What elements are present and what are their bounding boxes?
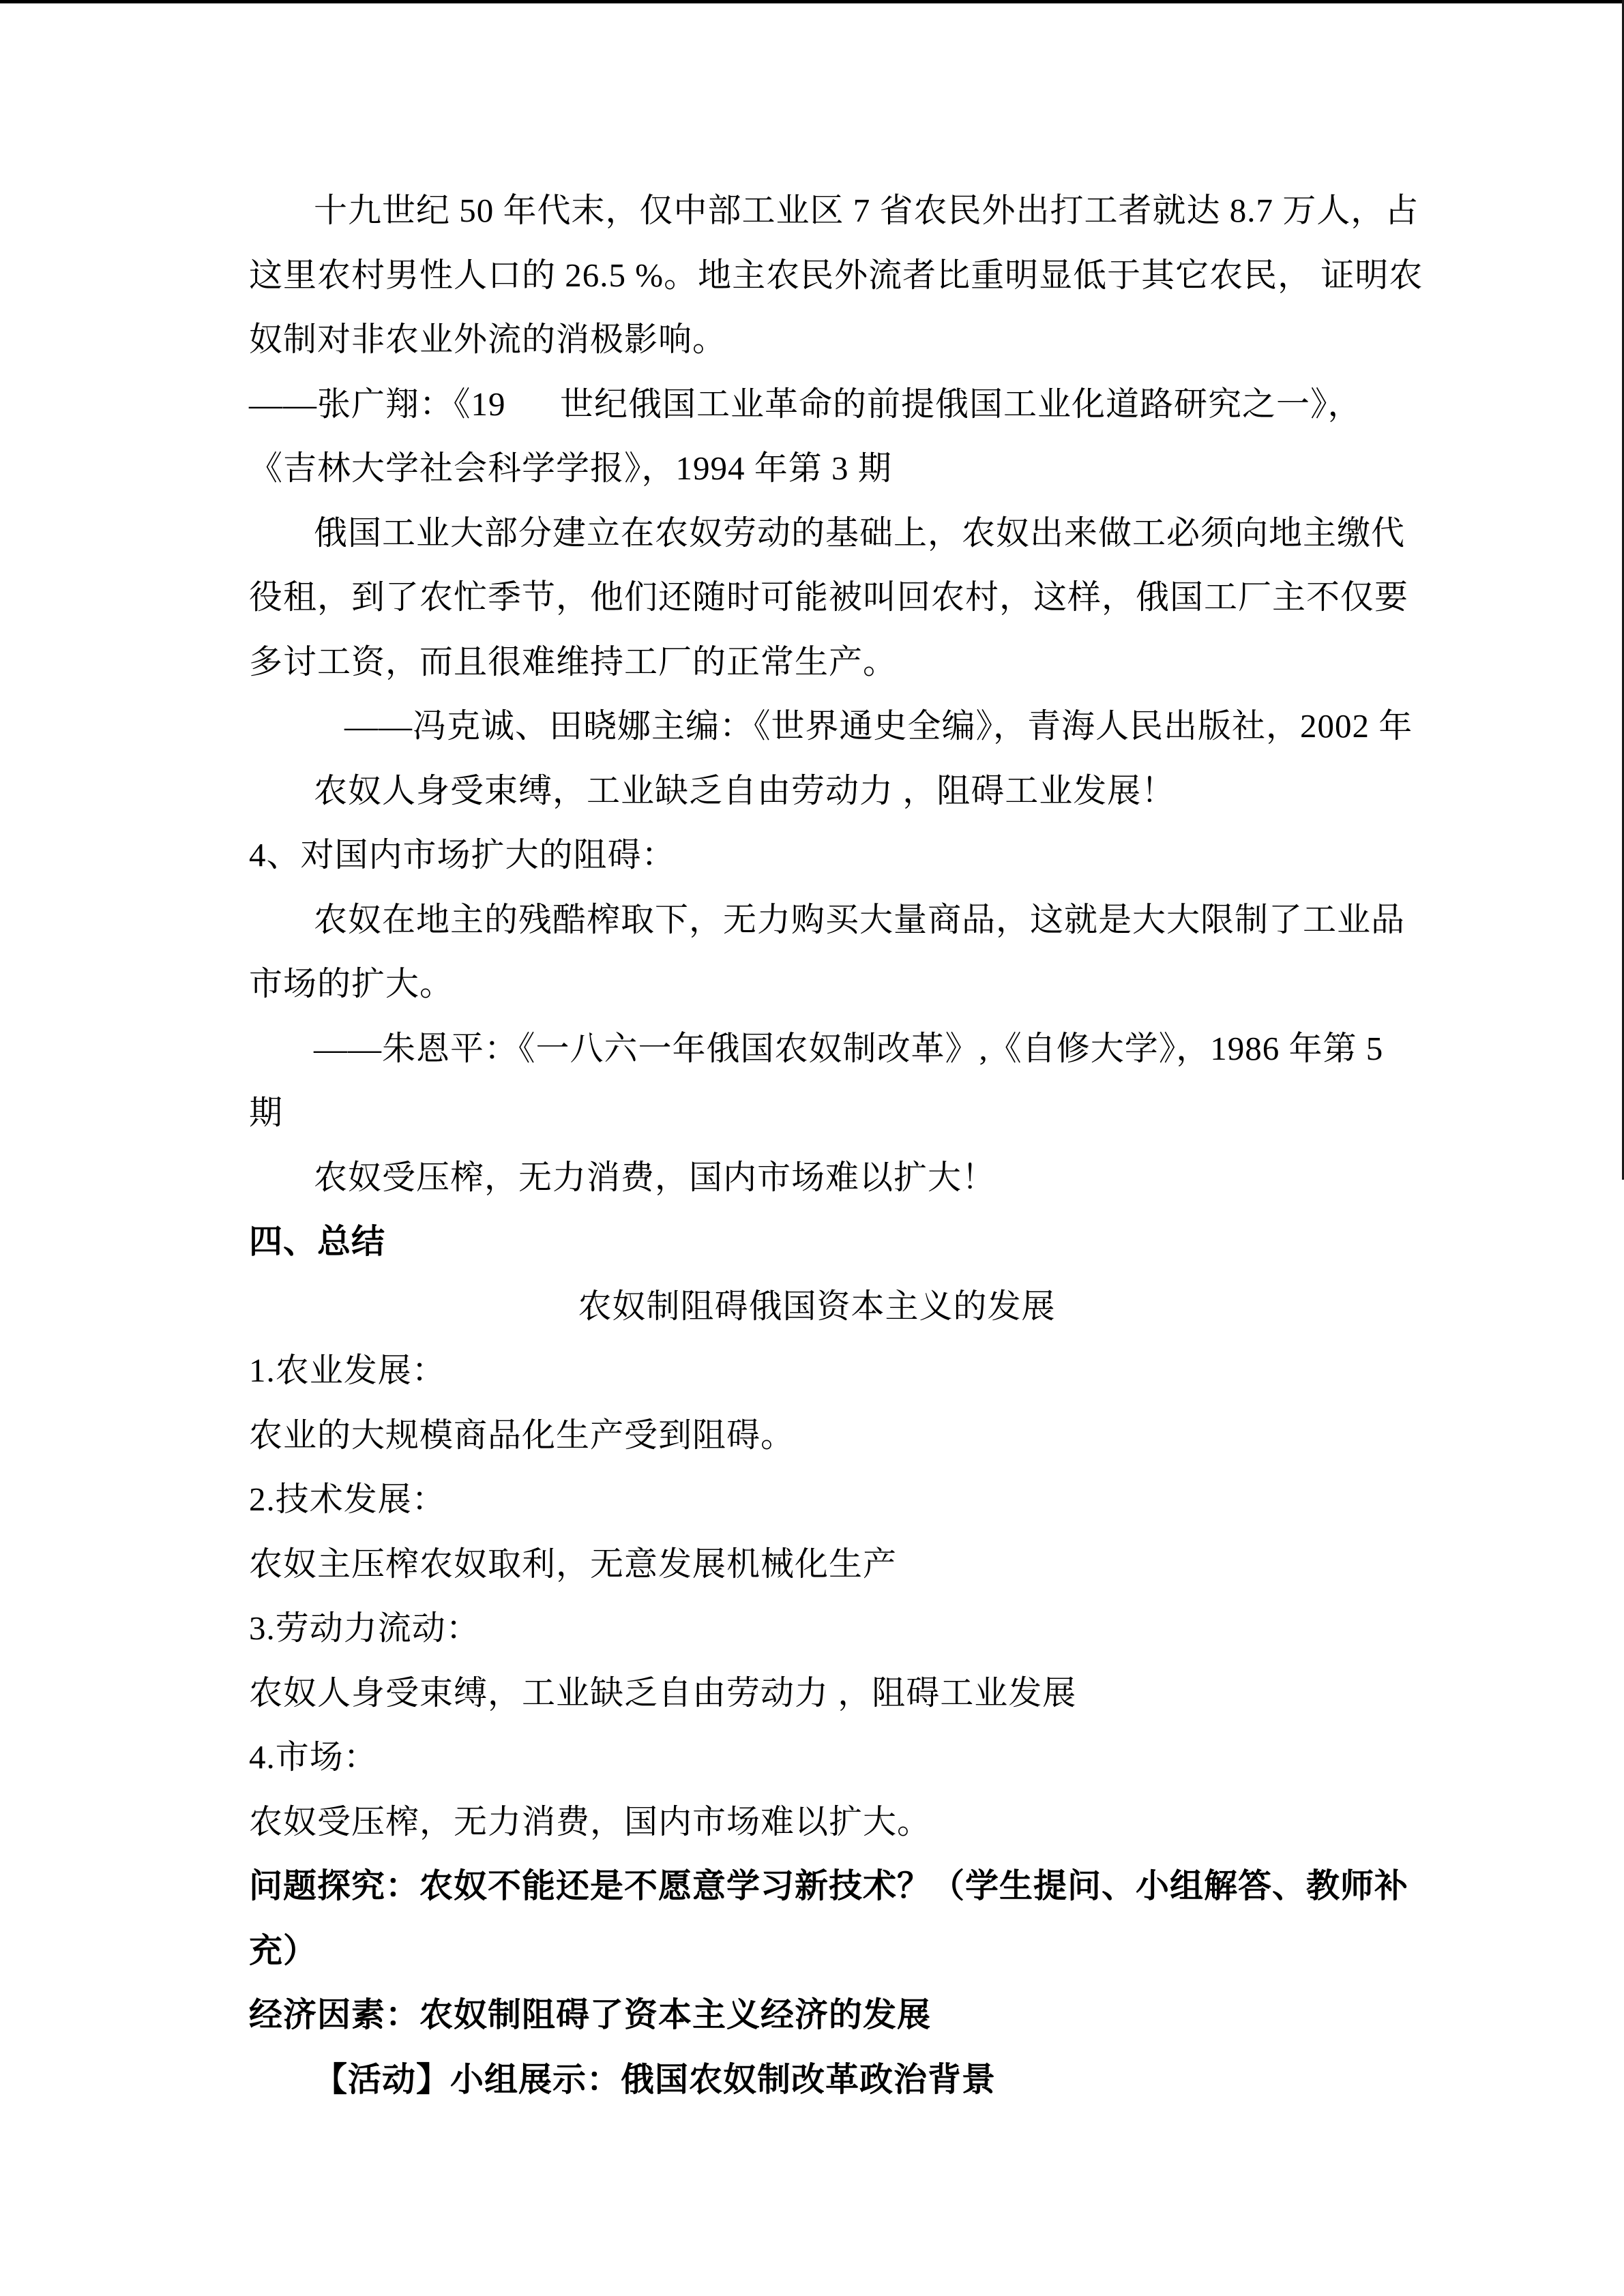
text-line: 充） xyxy=(249,1932,318,1969)
page-top-border xyxy=(0,0,1624,3)
text-line: ——冯克诚、田晓娜主编：《世界通史全编》，青海人民出版社，2002 年 xyxy=(344,707,1413,745)
text-line: 农奴在地主的残酷榨取下，无力购买大量商品，这就是大大限制了工业品 xyxy=(314,900,1406,938)
text-line: 农奴人身受束缚，工业缺乏自由劳动力 ，阻碍工业发展！ xyxy=(314,771,1176,809)
text-line: 农奴制阻碍俄国资本主义的发展 xyxy=(578,1287,1056,1325)
text-line: 役租，到了农忙季节，他们还随时可能被叫回农村，这样，俄国工厂主不仅要 xyxy=(249,578,1409,616)
text-line: 十九世纪 50 年代末，仅中部工业区 7 省农民外出打工者就达 8.7 万人，占 xyxy=(314,192,1419,229)
text-line: 农奴人身受束缚，工业缺乏自由劳动力 ，阻碍工业发展 xyxy=(249,1673,1077,1712)
text-line: 四、总结 xyxy=(249,1223,386,1260)
text-line: 奴制对非农业外流的消极影响。 xyxy=(249,320,727,358)
text-line: 期 xyxy=(249,1094,284,1131)
text-line: 问题探究：农奴不能还是不愿意学习新技术？（学生提问、小组解答、教师补 xyxy=(249,1868,1409,1905)
text-line: ——张广翔：《19 世纪俄国工业革命的前提俄国工业化道路研究之一》， xyxy=(249,385,1362,423)
text-line: 这里农村男性人口的 26.5 %。地主农民外流者比重明显低于其它农民， 证明农 xyxy=(249,256,1423,294)
text-line: ——朱恩平：《一八六一年俄国农奴制改革》,《自修大学》，1986 年第 5 xyxy=(314,1029,1384,1067)
text-line: 农奴主压榨农奴取利，无意发展机械化生产 xyxy=(249,1545,898,1583)
text-line: 《吉林大学社会科学学报》，1994 年第 3 期 xyxy=(249,449,892,487)
text-line: 2.技术发展： xyxy=(249,1480,446,1518)
text-line: 农奴受压榨，无力消费，国内市场难以扩大。 xyxy=(249,1802,932,1840)
text-line: 【活动】小组展示：俄国农奴制改革政治背景 xyxy=(314,2061,996,2098)
document-content xyxy=(249,179,1423,2112)
text-line: 经济因素：农奴制阻碍了资本主义经济的发展 xyxy=(249,1997,932,2033)
text-line: 市场的扩大。 xyxy=(249,965,454,1002)
text-line: 农奴受压榨，无力消费，国内市场难以扩大！ xyxy=(314,1158,996,1196)
text-line: 俄国工业大部分建立在农奴劳动的基础上，农奴出来做工必须向地主缴代 xyxy=(314,513,1406,552)
text-line: 多讨工资，而且很难维持工厂的正常生产。 xyxy=(249,642,898,681)
text-line: 4.市场： xyxy=(249,1738,378,1776)
text-line: 农业的大规模商品化生产受到阻碍。 xyxy=(249,1416,795,1454)
text-line: 1.农业发展： xyxy=(249,1352,446,1389)
text-line: 3.劳动力流动： xyxy=(249,1609,480,1647)
text-line: 4、对国内市场扩大的阻碍： xyxy=(249,836,676,874)
